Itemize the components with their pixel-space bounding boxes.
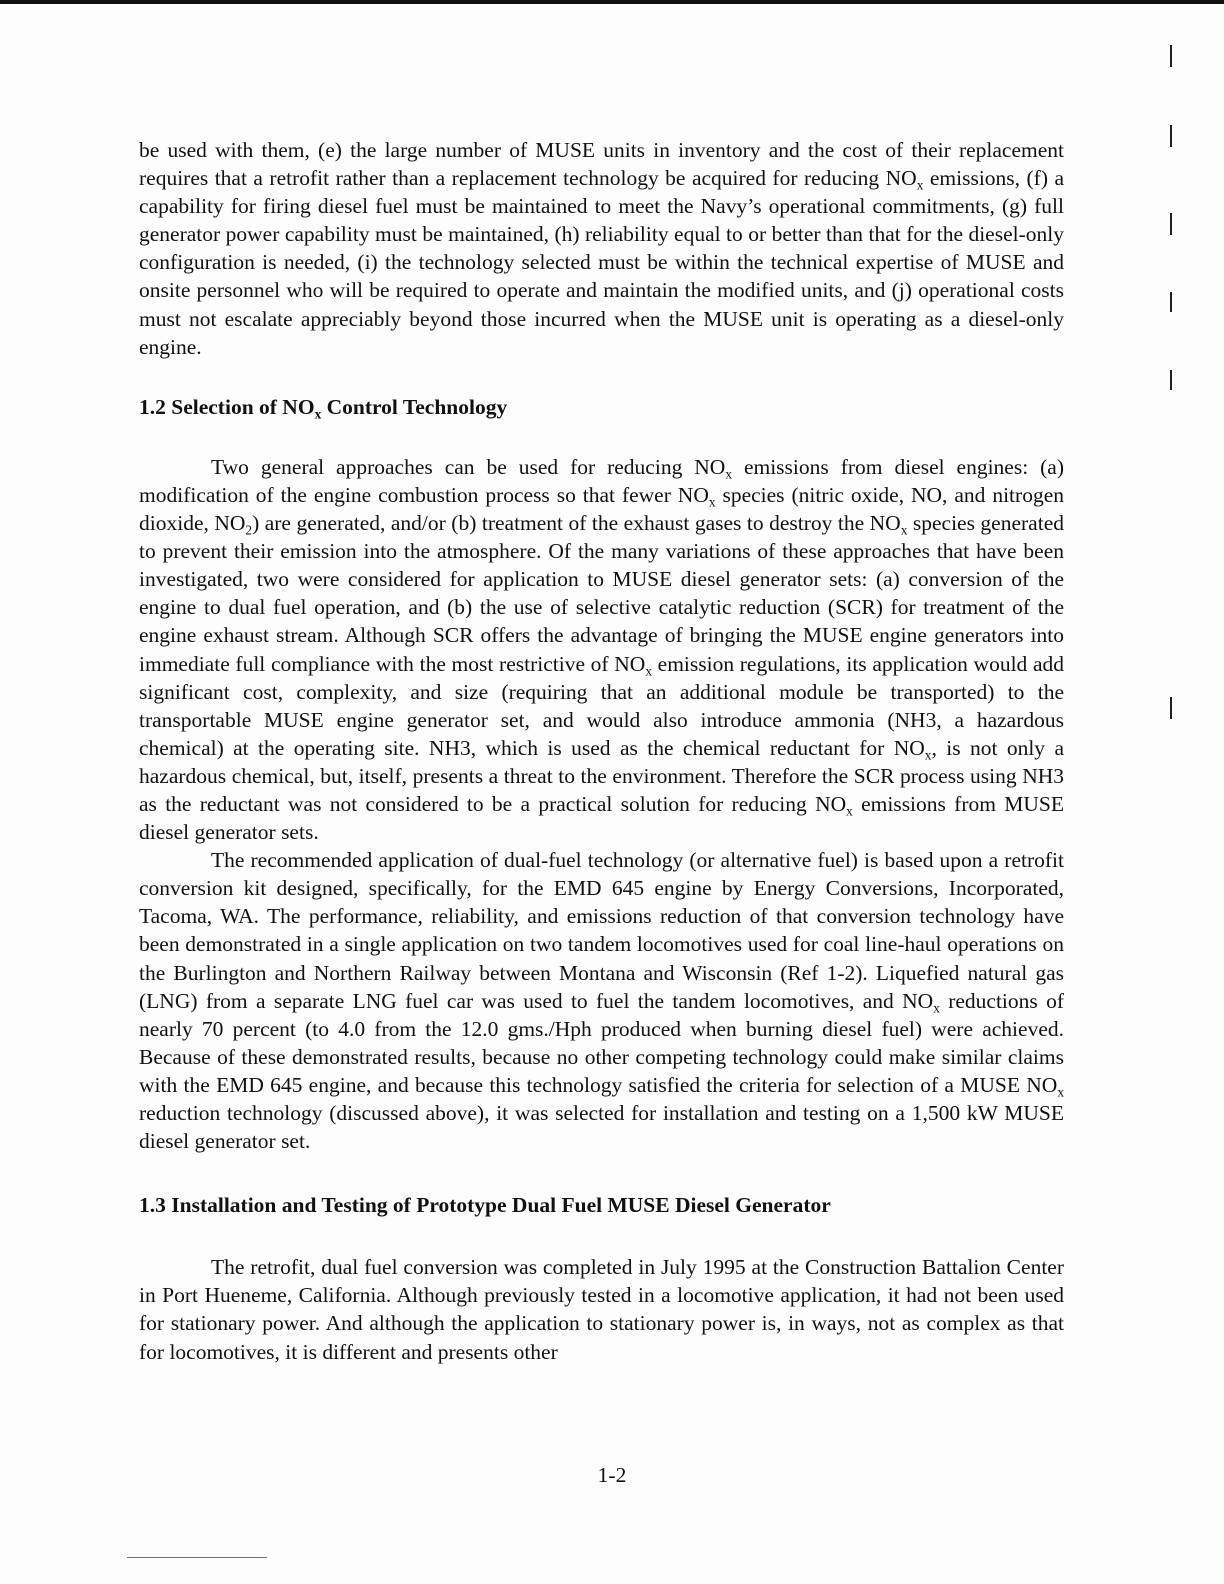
- bottom-footnote-rule: [127, 1557, 267, 1558]
- section-heading-1-3: 1.3 Installation and Testing of Prototype Dual Fuel MUSE Diesel Generator: [139, 1193, 831, 1218]
- document-body: [139, 136, 1064, 1366]
- top-border-rule: [0, 0, 1224, 4]
- page-number: 1-2: [597, 1463, 627, 1487]
- section-1-2-paragraph-2: The recommended application of dual-fuel technology (or alternative fuel) is based upon a retrofit conversion kit designed, specifically, for the EMD 645 engine by Energy Conversions, Incorporated, Tacoma, WA. The performance, reliability, and emissions reduction of that conversion technology have been demonstrated in a single application on two tandem locomotives used for coal line-haul operations on the Burlington and Northern Railway between Montana and Wisconsin (Ref 1-2). Liquefied natural gas (LNG) from a separate LNG fuel car was used to fuel the tandem locomotives, and $NO_x$ reductions of nearly 70 percent (to 4.0 from the 12.0 gms./Hph produced when burning diesel fuel) were achieved. Because of these demonstrated results, because no other competing technology could make similar claims with the EMD 645 engine, and because this technology satisfied the criteria for selection of a MUSE $NO_x$ reduction technology (discussed above), it was selected for installation and testing on a 1,500 kW MUSE diesel generator set.: [139, 848, 1065, 1154]
- section-heading-1-2: 1.2 Selection of $NO_x$ Control Technology: [139, 394, 508, 422]
- intro-paragraph: be used with them, (e) the large number of MUSE units in inventory and the cost of their replacement requires that a retrofit rather than a replacement technology be acquired for reducing $NO_x$ emissions, (f) a capability for firing diesel fuel must be maintained to meet the Navy’s operational commitments, (g) full generator power capability must be maintained, (h) reliability equal to or better than that for the diesel-only configuration is needed, (i) the technology selected must be within the technical expertise of MUSE and onsite personnel who will be required to operate and maintain the modified units, and (j) operational costs must not escalate appreciably beyond those incurred when the MUSE unit is operating as a diesel-only engine.: [139, 138, 1064, 359]
- section-1-2-paragraph-1: Two general approaches can be used for reducing $NO_x$ emissions from diesel engines: (a) modification of the engine combustion process so that fewer $NO_x$ species (nitric oxide, NO, and nitrogen dioxide, $NO_2$) are generated, and/or (b) treatment of the exhaust gases to destroy the $NO_x$ species generated to prevent their emission into the atmosphere. Of the many variations of these approaches that have been investigated, two were considered for application to MUSE diesel generator sets: (a) conversion of the engine to dual fuel operation, and (b) the use of selective catalytic reduction (SCR) for treatment of the engine exhaust stream. Although SCR offers the advantage of bringing the MUSE engine generators into immediate full compliance with the most restrictive of $NO_x$ emission regulations, its application would add significant cost, complexity, and size (requiring that an additional module be transported) to the transportable MUSE engine generator set, and would also introduce ammonia (NH3, a hazardous chemical) at the operating site. NH3, which is used as the chemical reductant for $NO_x$, is not only a hazardous chemical, but, itself, presents a threat to the environment. Therefore the SCR process using NH3 as the reductant was not considered to be a practical solution for reducing $NO_x$ emissions from MUSE diesel generator sets.: [139, 454, 1065, 845]
- scan-edge-mark: [1170, 697, 1172, 719]
- scan-edge-mark: [1170, 213, 1172, 235]
- section-1-3-paragraph-1: The retrofit, dual fuel conversion was completed in July 1995 at the Construction Battalion Center in Port Hueneme, California. Although previously tested in a locomotive application, it had not been used for stationary power. And although the application to stationary power is, in ways, not as complex as that for locomotives, it is different and presents other: [139, 1255, 1064, 1364]
- scan-edge-mark: [1170, 370, 1172, 390]
- scan-edge-mark: [1170, 45, 1172, 67]
- scan-edge-mark: [1170, 125, 1172, 147]
- scan-edge-mark: [1170, 292, 1172, 312]
